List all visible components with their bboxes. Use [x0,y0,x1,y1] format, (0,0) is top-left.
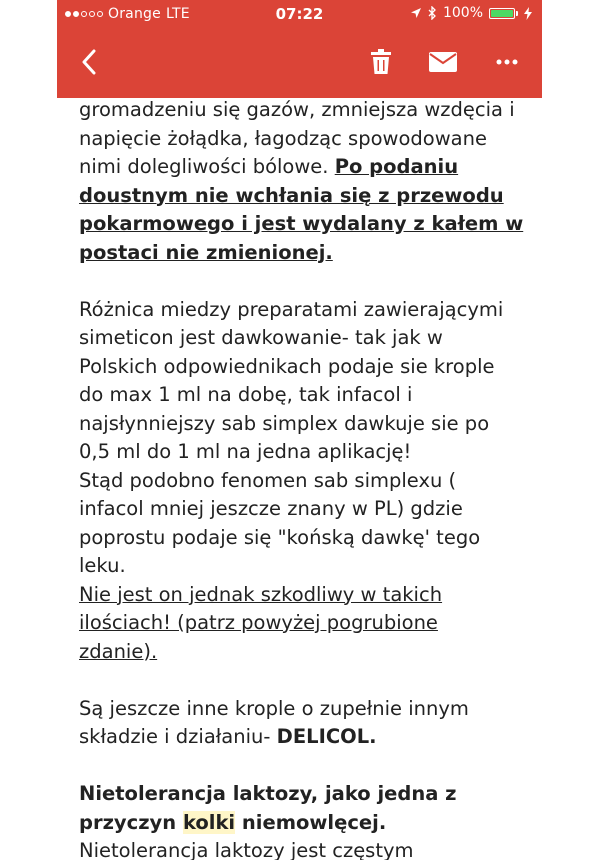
battery-fill [491,10,513,17]
body-line: Nietolerancja laktozy jest częstym [79,839,414,860]
body-line [79,723,519,752]
paragraph-delicol [79,695,519,752]
body-line: najsłynniejszy sab simplex dawkuje sie po [79,411,490,435]
bold-heading-line [79,809,519,838]
bold-text: przyczyn [79,810,183,834]
location-arrow-icon [410,7,422,19]
email-body [79,96,524,860]
body-line: infacol mniej jeszcze znany w PL) gdzie [79,497,463,520]
body-line: 0,5 ml do 1 ml na jedna aplikację! [79,440,412,463]
body-line: simeticon jest dawkowanie- tak jak w [79,326,443,349]
paragraph-lactose [79,780,519,860]
envelope-icon [429,52,457,72]
battery-icon [489,8,518,19]
delete-button[interactable] [363,42,399,82]
charging-bolt-icon [524,7,532,20]
body-line: Różnica miedzy preparatami zawierającymi [79,297,504,321]
email-toolbar [57,28,542,96]
bluetooth-icon [428,6,437,20]
underlined-line: zdanie). [79,639,158,663]
highlighted-word: kolki [182,810,236,834]
battery-percent: 100% [442,5,483,21]
body-line: leku. [79,554,126,577]
body-line: napięcie żołądka, łagodząc spowodowane [79,126,487,150]
body-line: poprostu podaje się "końską dawkę' tego [79,525,481,549]
bold-text: niemowlęcej. [235,810,387,834]
more-options-button[interactable] [487,42,527,82]
body-line: Są jeszcze inne krople o zupełnie innym [79,696,469,720]
status-right [410,5,532,21]
mail-button[interactable] [421,42,465,82]
bold-underlined-line: pokarmowego i jest wydalany z kałem w [79,212,524,235]
body-line: do max 1 ml na dobę, tak infacol i [79,383,413,406]
body-text: składzie i działaniu- [79,725,277,748]
bold-underlined-text: Po podaniu [334,155,459,178]
status-time: 07:22 [275,5,324,23]
bold-heading-line: Nietolerancja laktozy, jako jedna z [79,782,457,805]
network-type: LTE [165,6,190,22]
bold-underlined-line: postaci nie zmienionej. [79,240,333,264]
chevron-left-icon [81,49,97,75]
trash-icon [371,49,391,75]
underlined-line: ilościach! (patrz powyżej pogrubione [79,611,438,634]
carrier-name: Orange [108,6,161,22]
body-text: nimi dolegliwości bólowe. [79,155,335,178]
body-line: Polskich odpowiednikach podaje sie krople [79,354,495,378]
body-line: gromadzeniu się gazów, zmniejsza wzdęcia i [79,98,515,121]
app-header [57,0,542,98]
underlined-line: Nie jest on jednak szkodliwy w takich [79,582,443,606]
bold-underlined-line: doustnym nie wchłania się z przewodu [79,183,504,207]
paragraph-dosage [79,296,519,667]
paragraph-simeticon-action [79,96,524,267]
body-line [79,153,519,182]
bold-text: DELICOL. [276,725,377,748]
status-bar [57,0,542,28]
back-button[interactable] [71,42,107,82]
body-line: Stąd podobno fenomen sab simplexu ( [79,468,457,492]
more-horizontal-icon [496,59,518,65]
